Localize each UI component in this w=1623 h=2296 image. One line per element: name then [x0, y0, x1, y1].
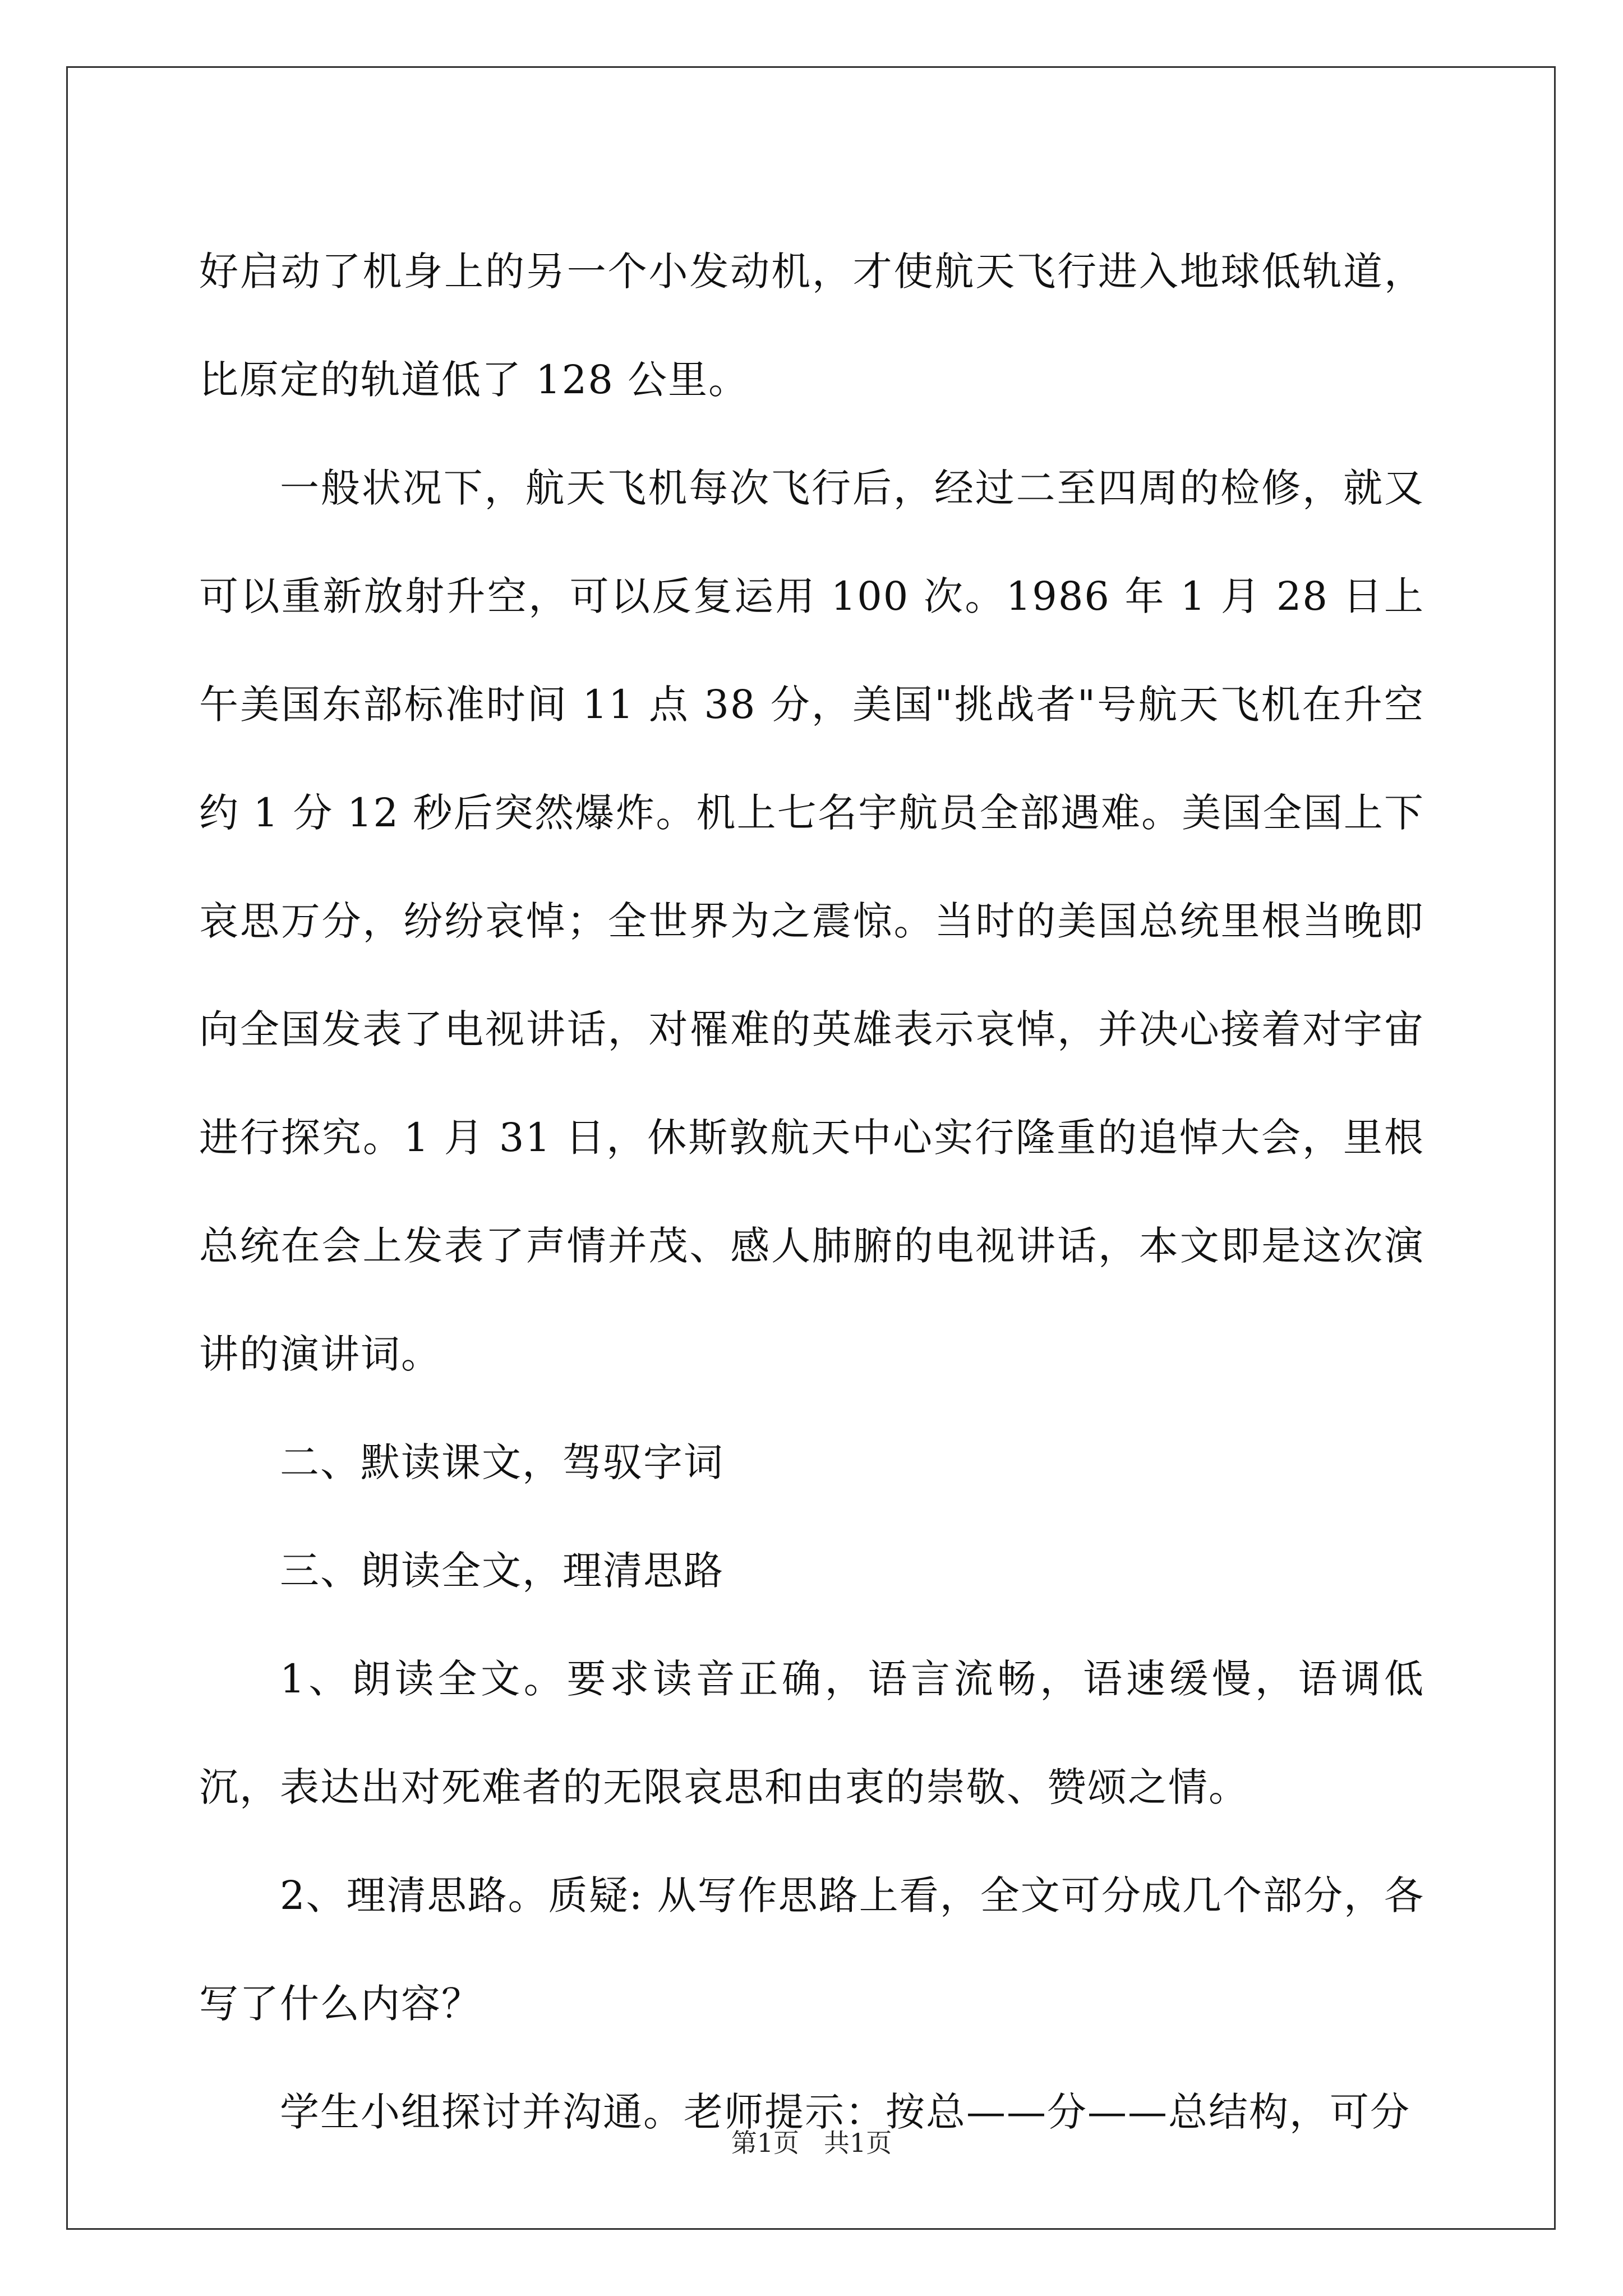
- section-heading: 三、朗读全文，理清思路: [280, 1548, 724, 1594]
- paragraph: 1、朗读全文。要求读音正确，语言流畅，语速缓慢，语调低沉，表达出对死难者的无限哀思和由衷的崇敬、赞颂之情。: [199, 1656, 1424, 1810]
- document-body: [199, 218, 1424, 2166]
- paragraph: 2、理清思路。质疑: 从写作思路上看，全文可分成几个部分，各写了什么内容？: [199, 1872, 1424, 2027]
- page-footer: [0, 2126, 1623, 2160]
- paragraph: 一般状况下，航天飞机每次飞行后，经过二至四周的检修，就又可以重新放射升空，可以反复运用 100 次。1986 年 1 月 28 日上午美国东部标准时间 11 点 38 分，美国"挑战者"号航天飞机在升空约 1 分 12 秒后突然爆炸。机上七名宇航员全部遇难。美国全国上下哀思万分，纷纷哀悼；全世界为之震惊。当时的美国总统里根当晚即向全国发表了电视讲话，对罹难的英雄表示哀悼，并决心接着对宇宙进行探究。1 月 31 日，休斯敦航天中心实行隆重的追悼大会，里根总统在会上发表了声情并茂、感人肺腑的电视讲话，本文即是这次演讲的演讲词。: [199, 465, 1424, 1377]
- page-number-total: 共1页: [824, 2128, 892, 2158]
- section-heading: 二、默读课文，驾驭字词: [280, 1439, 724, 1485]
- paragraph: 好启动了机身上的另一个小发动机，才使航天飞行进入地球低轨道，比原定的轨道低了 128 公里。: [199, 249, 1424, 403]
- page-number-current: 第1页: [731, 2128, 799, 2158]
- paragraph: 学生小组探讨并沟通。老师提示：按总——分——总结构，可分: [280, 2089, 1410, 2135]
